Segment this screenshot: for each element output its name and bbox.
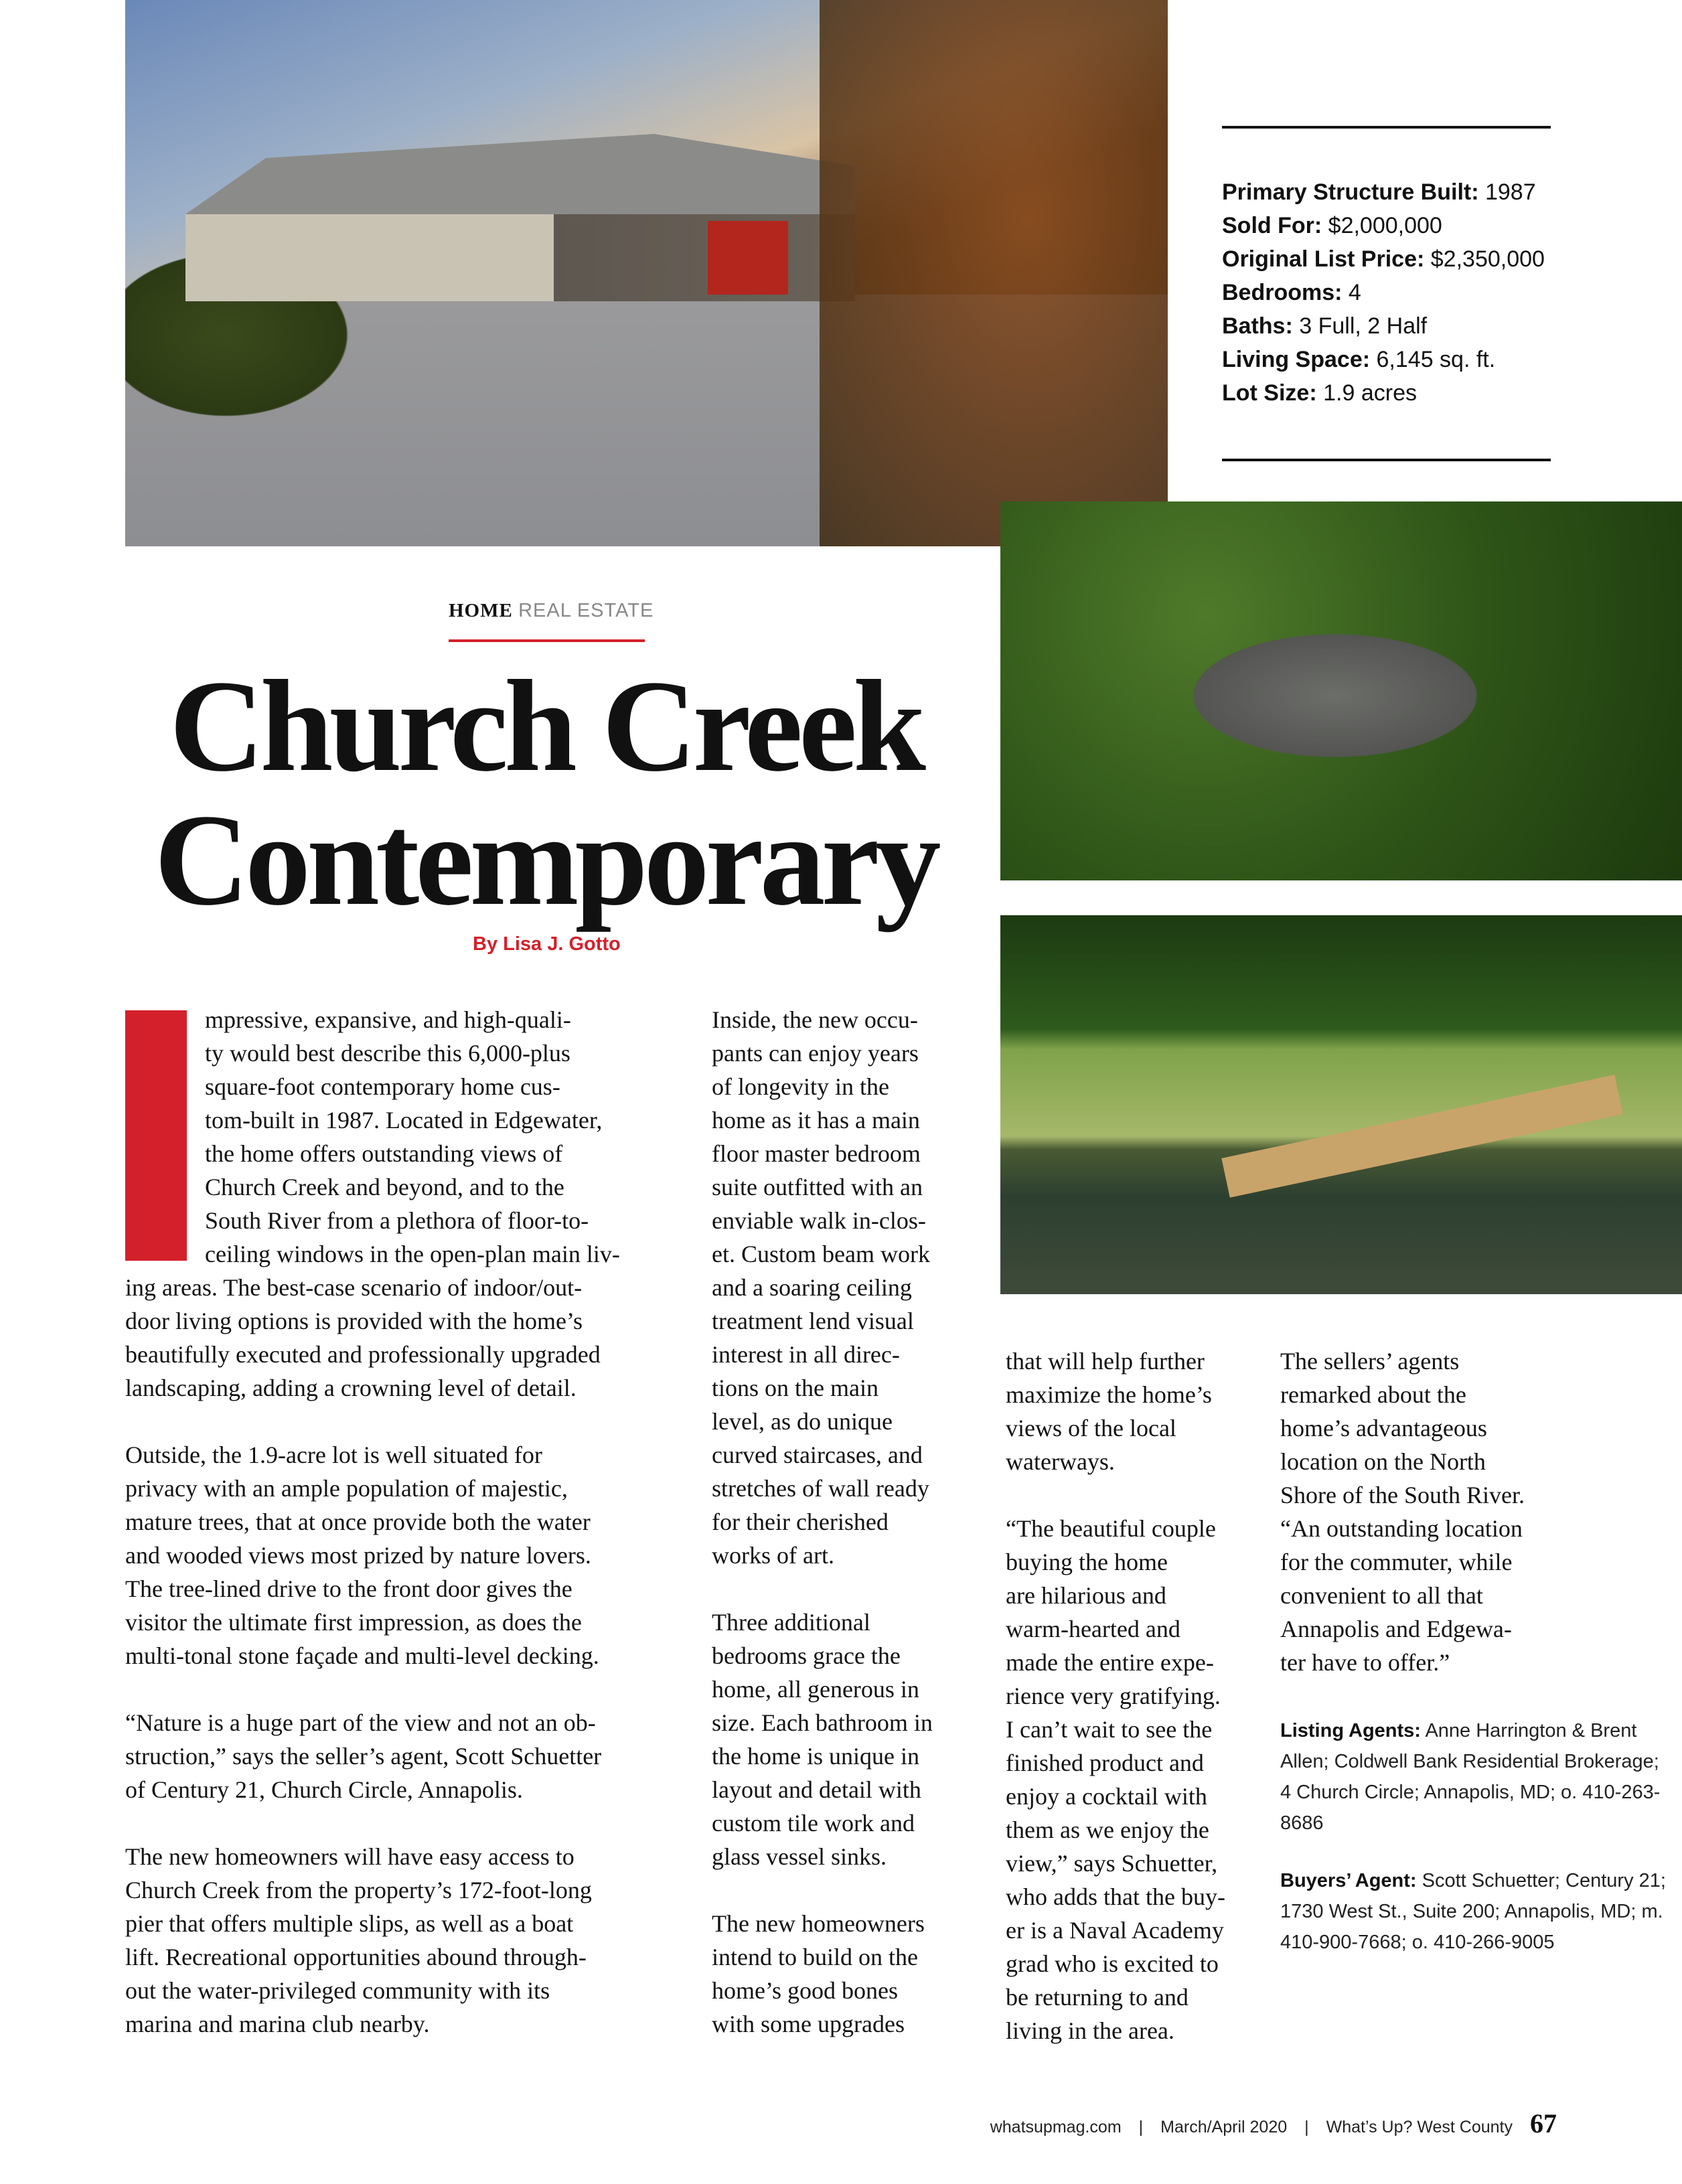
text-line: The sellers’ agents — [1280, 1348, 1460, 1375]
fact-row — [1222, 242, 1545, 276]
text-line: multi-tonal stone façade and multi-level decking. — [125, 1642, 599, 1669]
text-line: waterways. — [1006, 1448, 1115, 1475]
byline: By Lisa J. Gotto — [473, 933, 621, 955]
text-line: mature trees, that at once provide both the water — [125, 1508, 591, 1535]
article-column-1 — [125, 1003, 620, 2041]
text-line: The new homeowners — [712, 1910, 925, 1937]
text-line: ty would best describe this 6,000-plus — [205, 1040, 570, 1067]
page-footer — [990, 2108, 1557, 2139]
text-line: treatment lend visual — [712, 1308, 914, 1334]
text-line: location on the North — [1280, 1448, 1486, 1475]
text-line: them as we enjoy the — [1006, 1816, 1209, 1843]
fact-label: Bedrooms: — [1222, 280, 1343, 305]
text-line: rience very gratifying. — [1006, 1683, 1221, 1709]
aerial-house-photo — [1000, 501, 1682, 880]
text-line: home’s good bones — [712, 1977, 898, 2004]
text-line: convenient to all that — [1280, 1582, 1483, 1609]
pier-dock-photo — [1000, 915, 1682, 1294]
text-line: size. Each bathroom in — [712, 1709, 933, 1736]
article-column-4 — [1280, 1344, 1525, 1679]
fact-label: Lot Size: — [1222, 380, 1317, 406]
fact-label: Sold For: — [1222, 213, 1322, 238]
text-line: living in the area. — [1006, 2017, 1174, 2044]
text-line: Shore of the South River. — [1280, 1482, 1525, 1508]
text-line: who adds that the buy- — [1006, 1883, 1225, 1910]
fact-value: 4 — [1348, 280, 1361, 305]
text-line: lift. Recreational opportunities abound through- — [125, 1944, 587, 1970]
red-door-shape — [708, 221, 788, 295]
fact-value: 3 Full, 2 Half — [1299, 313, 1428, 339]
property-facts — [1222, 175, 1545, 410]
footer-separator: | — [1304, 2118, 1309, 2136]
text-line: layout and detail with — [712, 1776, 921, 1803]
text-line: for their cherished — [712, 1508, 889, 1535]
article-column-3 — [1006, 1344, 1225, 2047]
text-line: with some upgrades — [712, 2011, 905, 2037]
title-line-2: Contemporary — [154, 787, 937, 933]
fact-row — [1222, 276, 1545, 309]
fact-value: $2,000,000 — [1328, 213, 1442, 238]
text-line: er is a Naval Academy — [1006, 1917, 1224, 1944]
text-line: tom-built in 1987. Located in Edgewater, — [205, 1107, 603, 1134]
text-line — [125, 1405, 620, 1438]
info-box-bottom-rule — [1222, 459, 1551, 461]
fact-label: Living Space: — [1222, 347, 1371, 372]
fact-row — [1222, 175, 1545, 209]
fact-label: Original List Price: — [1222, 246, 1425, 272]
text-line: mpressive, expansive, and high-quali- — [205, 1006, 571, 1033]
text-line — [125, 1806, 620, 1840]
text-line: marina and marina club nearby. — [125, 2011, 430, 2037]
text-line: visitor the ultimate first impression, as does the — [125, 1609, 582, 1636]
footer-separator: | — [1138, 2118, 1144, 2136]
text-line: home’s advantageous — [1280, 1415, 1487, 1441]
text-line: that will help further — [1006, 1348, 1205, 1375]
text-line — [125, 1672, 620, 1706]
info-box-top-rule — [1222, 126, 1551, 129]
text-line: South River from a plethora of floor-to- — [205, 1207, 589, 1234]
footer-issue: March/April 2020 — [1160, 2118, 1288, 2136]
page-number: 67 — [1530, 2108, 1557, 2138]
text-line: beautifully executed and professionally upgraded — [125, 1341, 601, 1368]
text-line: “Nature is a huge part of the view and not an ob- — [125, 1709, 596, 1736]
article-title — [67, 653, 1024, 933]
text-line: stretches of wall ready — [712, 1475, 929, 1502]
text-line: et. Custom beam work — [712, 1241, 930, 1267]
article-column-2 — [712, 1003, 933, 2041]
kicker-underline — [449, 639, 645, 642]
text-line: door living options is provided with the home’s — [125, 1308, 583, 1334]
fact-row — [1222, 309, 1545, 343]
text-line: the home is unique in — [712, 1743, 919, 1770]
kicker-subsection: REAL ESTATE — [518, 600, 654, 621]
text-line: pier that offers multiple slips, as well as a boat — [125, 1910, 574, 1937]
section-kicker — [449, 600, 654, 622]
fact-row — [1222, 209, 1545, 242]
text-line: home as it has a main — [712, 1107, 920, 1134]
text-line: I can’t wait to see the — [1006, 1716, 1213, 1743]
fact-value: $2,350,000 — [1430, 246, 1545, 272]
fact-row — [1222, 376, 1545, 410]
text-line: Inside, the new occu- — [712, 1006, 918, 1033]
listing-agents-label: Listing Agents: — [1280, 1720, 1421, 1741]
fact-value: 1987 — [1484, 179, 1536, 205]
text-line: level, as do unique — [712, 1408, 893, 1435]
text-line: glass vessel sinks. — [712, 1843, 887, 1870]
text-line: floor master bedroom — [712, 1140, 921, 1167]
fact-label: Baths: — [1222, 313, 1293, 339]
footer-publication: What’s Up? West County — [1326, 2118, 1513, 2136]
fact-value: 6,145 sq. ft. — [1376, 347, 1496, 372]
autumn-trees-shape — [820, 0, 1168, 546]
text-line: view,” says Schuetter, — [1006, 1850, 1218, 1877]
text-line: the home offers outstanding views of — [205, 1140, 563, 1167]
buyers-agent-label: Buyers’ Agent: — [1280, 1870, 1417, 1891]
text-line: interest in all direc- — [712, 1341, 900, 1368]
text-line: Church Creek from the property’s 172-foot-long — [125, 1877, 592, 1903]
text-line: warm-hearted and — [1006, 1616, 1180, 1642]
text-line: of Century 21, Church Circle, Annapolis. — [125, 1776, 523, 1803]
text-line: custom tile work and — [712, 1810, 915, 1837]
text-line: Church Creek and beyond, and to the — [205, 1174, 564, 1200]
text-line: views of the local — [1006, 1415, 1176, 1441]
text-line: “The beautiful couple — [1006, 1515, 1216, 1542]
text-line: remarked about the — [1280, 1381, 1466, 1408]
agent-contacts — [1280, 1715, 1669, 1984]
title-line-1: Church Creek — [169, 653, 922, 799]
house-front-photo — [125, 0, 1168, 546]
text-line: intend to build on the — [712, 1944, 918, 1970]
text-line: landscaping, adding a crowning level of detail. — [125, 1375, 577, 1401]
text-line: home, all generous in — [712, 1676, 919, 1703]
text-line: ceiling windows in the open-plan main liv- — [205, 1241, 620, 1267]
text-line: privacy with an ample population of majestic, — [125, 1475, 568, 1502]
text-line: finished product and — [1006, 1749, 1204, 1776]
text-line: and wooded views most prized by nature lovers. — [125, 1542, 591, 1569]
text-line: and a soaring ceiling — [712, 1274, 912, 1301]
text-line: tions on the main — [712, 1375, 878, 1401]
text-line: be returning to and — [1006, 1984, 1189, 2011]
text-line: are hilarious and — [1006, 1582, 1166, 1609]
fact-row — [1222, 343, 1545, 376]
text-line: Outside, the 1.9-acre lot is well situated for — [125, 1441, 542, 1468]
text-line: “An outstanding location — [1280, 1515, 1523, 1542]
text-line: ing areas. The best-case scenario of indoor/out- — [125, 1274, 583, 1301]
text-line: suite outfitted with an — [712, 1174, 923, 1200]
text-line: Annapolis and Edgewa- — [1280, 1616, 1512, 1642]
text-line — [1006, 1478, 1225, 1512]
text-line: curved staircases, and — [712, 1441, 923, 1468]
roof-shape — [185, 134, 855, 214]
text-line: made the entire expe- — [1006, 1649, 1214, 1676]
text-line: buying the home — [1006, 1549, 1168, 1575]
text-line: enjoy a cocktail with — [1006, 1783, 1207, 1810]
text-line: works of art. — [712, 1542, 834, 1569]
text-line: square-foot contemporary home cus- — [205, 1073, 560, 1100]
kicker-section: HOME — [449, 600, 513, 621]
pier-shape — [1221, 1075, 1622, 1197]
text-line: maximize the home’s — [1006, 1381, 1212, 1408]
fact-label: Primary Structure Built: — [1222, 179, 1479, 205]
text-line: pants can enjoy years — [712, 1040, 919, 1067]
text-line: bedrooms grace the — [712, 1642, 901, 1669]
text-line: out the water-privileged community with its — [125, 1977, 550, 2004]
buyers-agent-text: Scott Schuetter; Century 21; 1730 West St., Suite 200; Annapolis, MD; m. 410-900-7668; o. 410-266-9005 — [1280, 1870, 1666, 1953]
text-line: The tree-lined drive to the front door gives the — [125, 1575, 572, 1602]
fact-value: 1.9 acres — [1323, 380, 1417, 406]
text-line — [712, 1572, 933, 1606]
text-line: for the commuter, while — [1280, 1549, 1513, 1575]
text-line — [712, 1873, 933, 1907]
text-line: struction,” says the seller’s agent, Scott Schuetter — [125, 1743, 602, 1770]
text-line: ter have to offer.” — [1280, 1649, 1450, 1676]
text-line: of longevity in the — [712, 1073, 889, 1100]
listing-agents-text: Anne Harrington & Brent Allen; Coldwell Bank Residential Brokerage; 4 Church Circle; Annapolis, MD; o. 410-263-8686 — [1280, 1720, 1661, 1834]
text-line: The new homeowners will have easy access to — [125, 1843, 575, 1870]
footer-site: whatsupmag.com — [990, 2118, 1122, 2136]
text-line: Three additional — [712, 1609, 870, 1636]
text-line: grad who is excited to — [1006, 1950, 1219, 1977]
buyers-agent — [1280, 1865, 1669, 1958]
listing-agents — [1280, 1715, 1669, 1839]
text-line: enviable walk in-clos- — [712, 1207, 926, 1234]
